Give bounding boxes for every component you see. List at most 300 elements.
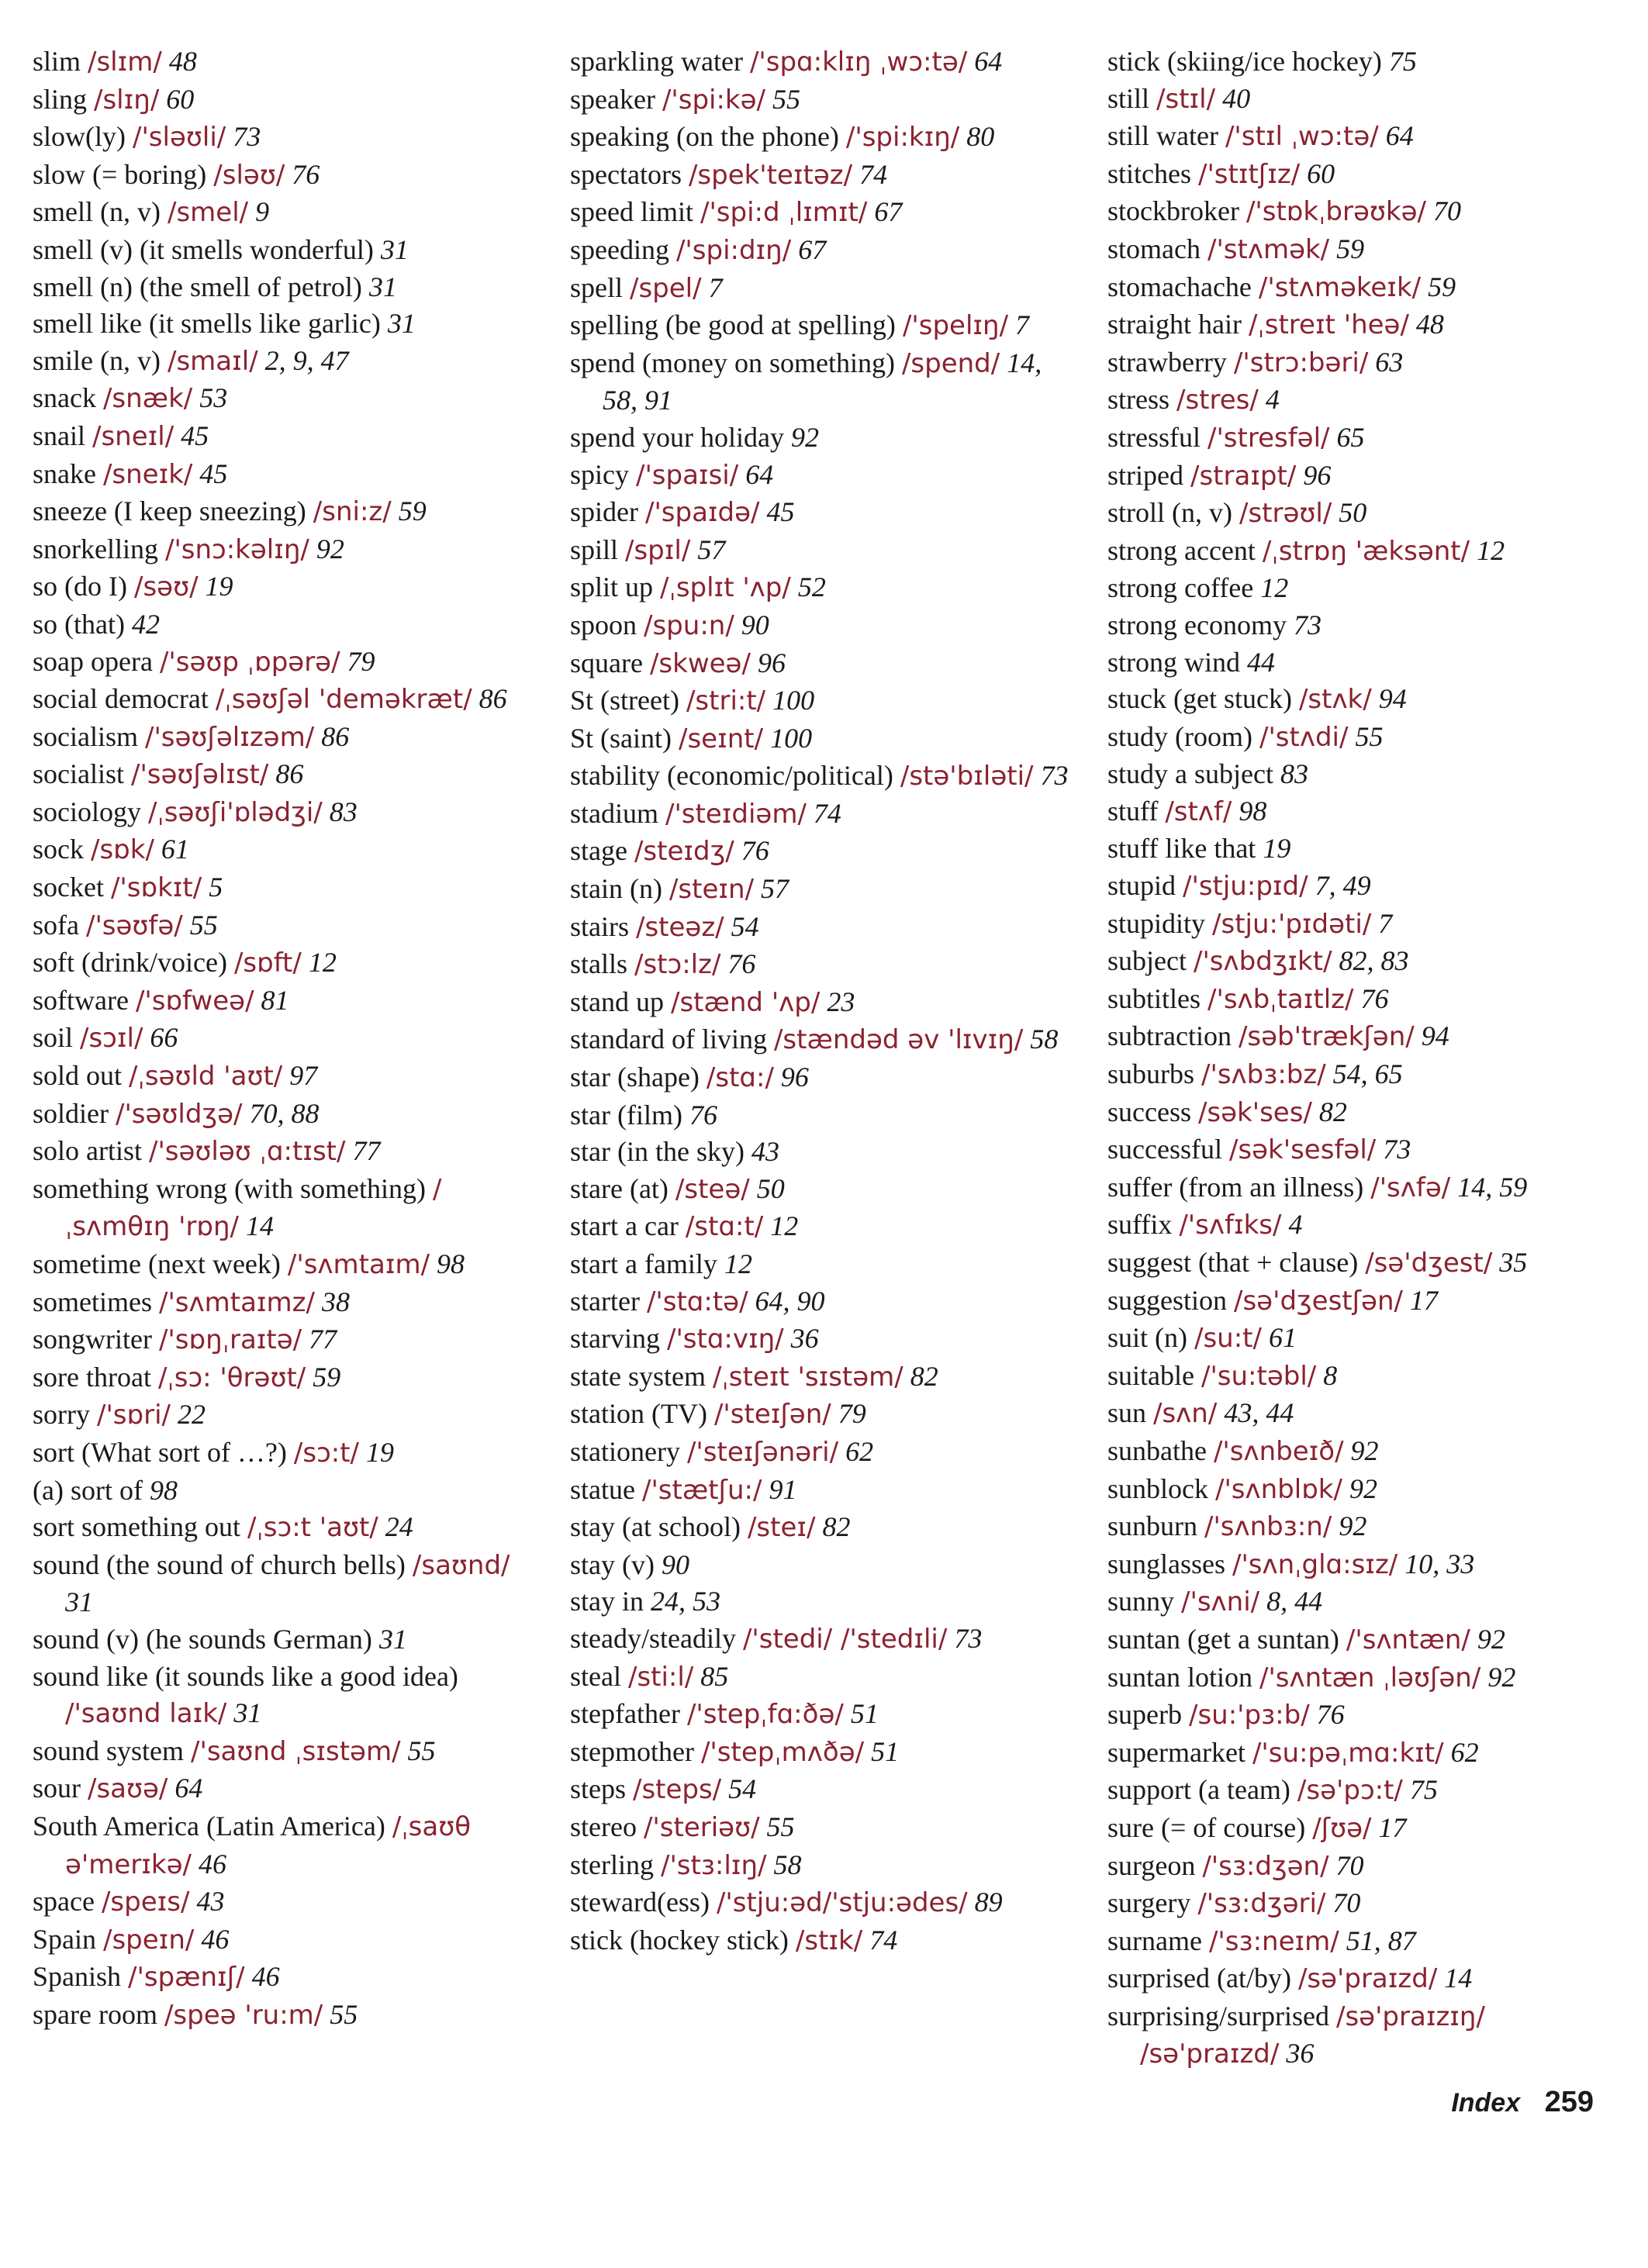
entry-pronunciation: /slɪm/ (88, 47, 162, 78)
index-entry (570, 1320, 1074, 1358)
entry-word: starter (570, 1285, 640, 1317)
entry-word: stare (at) (570, 1172, 669, 1204)
entry-word: suffer (from an illness) (1107, 1171, 1364, 1203)
index-entry (570, 270, 1074, 308)
entry-pronunciation: /ˌsəʊld 'aʊt/ (129, 1061, 283, 1093)
entry-pronunciation: /straɪpt/ (1190, 460, 1297, 492)
entry-pronunciation: /stɪk/ (795, 1925, 863, 1956)
index-column-1 (33, 43, 537, 2034)
entry-word: spelling (be good at spelling) (570, 309, 896, 341)
entry-page-refs: 64 (1385, 120, 1414, 152)
entry-pronunciation: /'səʊp ˌɒpərə/ (159, 646, 340, 678)
entry-pronunciation: /'stɜ:lɪŋ/ (660, 1849, 767, 1881)
entry-page-refs: 92 (316, 533, 344, 564)
entry-word: sore throat (33, 1361, 151, 1393)
entry-page-refs: 73 (233, 121, 261, 153)
entry-pronunciation: /spek'teɪtəz/ (688, 159, 853, 191)
entry-word: subtraction (1107, 1020, 1232, 1052)
entry-pronunciation: /'spi:kə/ (662, 84, 765, 116)
index-entry (570, 946, 1074, 984)
entry-pronunciation: /steɪn/ (669, 874, 755, 906)
entry-pronunciation: /'sʌbɜ:bz/ (1201, 1059, 1326, 1091)
index-entry (33, 1058, 537, 1096)
entry-pronunciation: /stænd 'ʌp/ (671, 986, 821, 1018)
entry-page-refs: 67 (874, 196, 903, 228)
index-column-3 (1107, 43, 1619, 2073)
entry-pronunciation: /'stʌməkeɪk/ (1258, 271, 1422, 303)
index-entry (1107, 681, 1619, 719)
index-entry (1107, 644, 1619, 682)
entry-word: stuck (get stuck) (1107, 683, 1292, 715)
entry-pronunciation: /'spænɪʃ/ (128, 1962, 245, 1994)
entry-word: spend (money on something) (570, 347, 895, 378)
entry-word: sold out (33, 1060, 123, 1092)
entry-page-refs: 19 (366, 1436, 394, 1468)
entry-page-refs: 92 (1477, 1623, 1505, 1655)
entry-word: state system (570, 1360, 706, 1392)
entry-word: spill (570, 533, 619, 565)
entry-pronunciation: /snæk/ (102, 383, 193, 415)
entry-page-refs: 96 (1303, 459, 1332, 491)
index-entry (1107, 1358, 1619, 1396)
index-entry (33, 380, 537, 418)
entry-word: smell like (it smells like garlic) (33, 308, 381, 340)
entry-page-refs: 45 (181, 419, 209, 451)
index-entry (1107, 231, 1619, 269)
entry-pronunciation: /speɪn/ (103, 1924, 195, 1956)
index-entry (570, 1358, 1074, 1396)
index-entry (1107, 943, 1619, 981)
index-entry (1107, 1960, 1619, 1998)
entry-word: stay (v) (570, 1548, 655, 1580)
entry-page-refs: 5 (209, 872, 223, 903)
entry-pronunciation: /stri:t/ (686, 685, 766, 717)
entry-page-refs: 74 (869, 1924, 898, 1956)
entry-word: suggestion (1107, 1284, 1228, 1316)
entry-page-refs: 59 (313, 1361, 341, 1393)
index-entry (33, 794, 537, 832)
entry-page-refs: 36 (1286, 2038, 1315, 2070)
index-entry (1107, 1885, 1619, 1923)
entry-word: standard of living (570, 1024, 767, 1055)
entry-word: spicy (570, 458, 629, 490)
entry-pronunciation: /sə'dʒest/ (1365, 1248, 1493, 1279)
entry-page-refs: 86 (479, 683, 507, 715)
entry-word: solo artist (33, 1135, 142, 1167)
entry-page-refs: 9 (255, 196, 270, 228)
entry-word: soldier (33, 1097, 109, 1129)
entry-pronunciation: /stændəd əv 'lɪvɪŋ/ (773, 1024, 1024, 1056)
entry-word: socialist (33, 758, 124, 790)
index-entry (1107, 719, 1619, 757)
entry-page-refs: 36 (790, 1323, 819, 1355)
index-entry (33, 1659, 537, 1733)
entry-page-refs: 76 (1316, 1699, 1345, 1731)
entry-word: space (33, 1886, 95, 1918)
entry-page-refs: 90 (741, 609, 769, 640)
index-entry (1107, 457, 1619, 495)
entry-page-refs: 92 (1350, 1434, 1379, 1466)
entry-pronunciation: /'spaɪsi/ (636, 459, 739, 491)
entry-page-refs: 82, 83 (1339, 945, 1409, 977)
entry-page-refs: 55 (1355, 720, 1384, 752)
index-entry (1107, 193, 1619, 231)
entry-word: sound (v) (he sounds German) (33, 1623, 372, 1655)
entry-pronunciation: /'spi:d ˌlɪmɪt/ (700, 197, 868, 229)
footer-index-label: Index (1451, 2088, 1521, 2118)
entry-pronunciation: /stju:'pɪdəti/ (1212, 908, 1372, 940)
index-entry (1107, 793, 1619, 831)
entry-page-refs: 12 (1477, 534, 1505, 566)
entry-page-refs: 7 (1378, 907, 1393, 939)
entry-page-refs: 51 (871, 1735, 900, 1767)
entry-word: suntan lotion (1107, 1661, 1252, 1693)
entry-page-refs: 61 (161, 834, 189, 865)
index-entry (33, 681, 537, 719)
index-entry (33, 1921, 537, 1959)
index-entry (33, 1020, 537, 1058)
entry-page-refs: 92 (1339, 1510, 1367, 1542)
entry-word: stalls (570, 948, 628, 980)
entry-word: sun (1107, 1397, 1147, 1429)
entry-pronunciation: /'sʌnblɒk/ (1215, 1473, 1342, 1505)
entry-word: South America (Latin America) (33, 1810, 385, 1842)
index-entry (1107, 1206, 1619, 1244)
entry-word: starving (570, 1323, 660, 1355)
entry-word: suitable (1107, 1359, 1194, 1391)
index-entry (1107, 1433, 1619, 1471)
entry-page-refs: 59 (1428, 271, 1456, 302)
entry-page-refs: 98 (149, 1474, 178, 1506)
entry-pronunciation: /'sʌntæn/ (1346, 1624, 1470, 1655)
entry-page-refs: 42 (131, 608, 160, 640)
entry-page-refs: 43 (751, 1136, 779, 1168)
entry-pronunciation: /'saʊnd ˌsɪstəm/ (191, 1735, 401, 1767)
entry-word: suntan (get a suntan) (1107, 1623, 1339, 1655)
index-entry (33, 1472, 537, 1510)
entry-pronunciation: /'sɒfweə/ (135, 985, 254, 1017)
entry-page-refs: 83 (1280, 758, 1308, 790)
index-entry (33, 43, 537, 81)
index-entry (570, 1396, 1074, 1434)
entry-page-refs: 91 (769, 1473, 797, 1505)
entry-pronunciation: /smaɪl/ (167, 345, 258, 377)
entry-page-refs: 55 (189, 909, 218, 941)
entry-word: Spanish (33, 1961, 122, 1993)
entry-word: steps (570, 1773, 626, 1805)
entry-page-refs: 76 (727, 948, 756, 980)
index-entry (570, 1097, 1074, 1134)
entry-pronunciation: /'spɑ:klɪŋ ˌwɔ:tə/ (749, 47, 968, 78)
index-entry (570, 984, 1074, 1022)
entry-pronunciation: /stɑ:/ (706, 1062, 774, 1094)
entry-word: Spain (33, 1923, 97, 1955)
entry-page-refs: 31 (368, 271, 397, 302)
index-entry (570, 607, 1074, 645)
entry-pronunciation: /'sʌntæn ˌləʊʃən/ (1259, 1662, 1481, 1693)
entry-page-refs: 31 (65, 1586, 93, 1618)
entry-word: steady/steadily (570, 1622, 736, 1654)
entry-pronunciation: /'steɪʃən/ (713, 1399, 831, 1431)
entry-pronunciation: /spɪl/ (625, 534, 691, 566)
entry-page-refs: 70 (1335, 1849, 1364, 1881)
entry-pronunciation: /'sʌfə/ (1370, 1172, 1451, 1203)
index-entry (1107, 607, 1619, 644)
entry-pronunciation: /sɒk/ (91, 834, 154, 866)
entry-page-refs: 73 (954, 1622, 983, 1654)
entry-page-refs: 97 (289, 1060, 318, 1092)
entry-pronunciation: /'stedi/ /'stedɪli/ (742, 1623, 948, 1655)
index-entry (570, 1734, 1074, 1772)
entry-word: slim (33, 46, 81, 77)
entry-pronunciation: /'stju:pɪd/ (1183, 871, 1308, 903)
entry-pronunciation: /sək'ses/ (1197, 1096, 1312, 1128)
entry-pronunciation: /sə'dʒestʃən/ (1234, 1285, 1403, 1317)
entry-pronunciation: /'stʌdi/ (1259, 721, 1349, 753)
entry-pronunciation: /'stʌmək/ (1207, 233, 1330, 265)
entry-page-refs: 58 (1030, 1024, 1059, 1055)
entry-pronunciation: /'səʊʃəlɪzəm/ (144, 721, 315, 753)
entry-page-refs: 48 (168, 46, 197, 77)
entry-page-refs: 55 (766, 1811, 795, 1842)
index-entry (570, 1771, 1074, 1809)
index-entry (1107, 1697, 1619, 1735)
entry-pronunciation: /sɒft/ (233, 948, 302, 979)
entry-word: surname (1107, 1925, 1202, 1956)
entry-pronunciation: /steɪ/ (747, 1512, 816, 1544)
entry-pronunciation: /'stresfəl/ (1207, 422, 1330, 454)
entry-pronunciation: /stres/ (1176, 385, 1259, 416)
entry-page-refs: 80 (966, 121, 995, 153)
index-entry (33, 1396, 537, 1434)
entry-page-refs: 94 (1378, 683, 1407, 715)
index-entry (1107, 269, 1619, 307)
entry-page-refs: 14 (1444, 1962, 1473, 1994)
entry-word: soft (drink/voice) (33, 947, 227, 979)
entry-page-refs: 60 (166, 83, 195, 115)
entry-word: spell (570, 271, 623, 303)
index-entry (33, 1509, 537, 1547)
entry-pronunciation: /sneɪk/ (102, 458, 193, 490)
entry-word: suit (n) (1107, 1322, 1187, 1354)
index-entry (33, 1808, 537, 1883)
index-entry (33, 1959, 537, 1997)
entry-pronunciation: /'stɑ:tə/ (646, 1286, 748, 1317)
entry-pronunciation: /sneɪl/ (92, 420, 174, 452)
index-entry (33, 306, 537, 343)
entry-word: stepmother (570, 1735, 694, 1767)
entry-page-refs: 57 (697, 533, 726, 565)
entry-word: study (room) (1107, 720, 1252, 752)
entry-page-refs: 19 (205, 571, 233, 602)
entry-pronunciation: /'stɪl ˌwɔ:tə/ (1225, 121, 1379, 153)
entry-pronunciation: /stɑ:t/ (685, 1211, 764, 1243)
entry-pronunciation: /ˌsɔ:t 'aʊt/ (247, 1512, 378, 1544)
entry-word: stationery (570, 1435, 680, 1467)
entry-word: stereo (570, 1811, 637, 1842)
entry-page-refs: 2, 9, 47 (264, 344, 349, 376)
entry-page-refs: 31 (387, 308, 416, 340)
entry-page-refs: 17 (1409, 1284, 1438, 1316)
index-entry (570, 909, 1074, 947)
index-entry (570, 81, 1074, 119)
entry-word: stuff like that (1107, 833, 1256, 865)
entry-word: station (TV) (570, 1398, 707, 1430)
entry-word: superb (1107, 1699, 1182, 1731)
entry-pronunciation: /'su:təbl/ (1201, 1360, 1317, 1392)
entry-pronunciation: /'stɒkˌbrəʊkə/ (1246, 196, 1426, 228)
index-entry (33, 907, 537, 945)
entry-pronunciation: /ˌsplɪt 'ʌp/ (660, 572, 791, 604)
index-entry (33, 568, 537, 606)
entry-word: stitches (1107, 157, 1191, 189)
entry-word: surprised (at/by) (1107, 1962, 1291, 1994)
entry-word: supermarket (1107, 1736, 1246, 1768)
entry-pronunciation: /'sʌnbɜ:n/ (1204, 1511, 1332, 1543)
entry-page-refs: 12 (308, 947, 337, 979)
index-entry (570, 871, 1074, 909)
entry-pronunciation: /'stju:əd/'stju:ədes/ (716, 1887, 968, 1919)
index-entry (1107, 495, 1619, 533)
entry-page-refs: 7 (1015, 309, 1030, 341)
entry-pronunciation: /spend/ (901, 347, 1000, 379)
entry-page-refs: 17 (1378, 1811, 1407, 1843)
entry-pronunciation: /saʊnd/ (412, 1549, 510, 1581)
entry-word: stadium (570, 797, 658, 829)
index-entry (33, 1434, 537, 1472)
index-entry (570, 419, 1074, 457)
page-number: 259 (1544, 2086, 1594, 2118)
entry-page-refs: 46 (201, 1923, 230, 1955)
entry-page-refs: 54, 65 (1332, 1058, 1403, 1090)
entry-word: stand up (570, 986, 664, 1017)
entry-pronunciation: /sʌn/ (1153, 1398, 1218, 1430)
entry-pronunciation: /ˌsəʊʃəl 'deməkræt/ (215, 684, 472, 716)
entry-pronunciation: /sləʊ/ (213, 159, 285, 191)
index-entry (570, 833, 1074, 871)
entry-page-refs: 14, 59 (1457, 1171, 1528, 1203)
entry-word: stage (570, 835, 627, 867)
index-entry (1107, 1735, 1619, 1773)
entry-word: smell (n) (the smell of petrol) (33, 271, 362, 302)
entry-page-refs: 45 (766, 496, 795, 528)
index-entry (570, 345, 1074, 419)
entry-word: surgeon (1107, 1849, 1196, 1881)
index-entry (1107, 1508, 1619, 1546)
entry-word: stability (economic/political) (570, 760, 893, 792)
entry-page-refs: 7 (708, 271, 723, 303)
entry-page-refs: 46 (198, 1848, 226, 1880)
entry-page-refs: 74 (813, 797, 841, 829)
entry-page-refs: 74 (859, 158, 888, 190)
entry-page-refs: 57 (761, 873, 789, 905)
entry-page-refs: 59 (398, 495, 427, 527)
entry-page-refs: 55 (407, 1735, 436, 1766)
entry-pronunciation: /'spi:dɪŋ/ (675, 234, 792, 266)
entry-word: (a) sort of (33, 1474, 143, 1506)
index-entry (570, 1509, 1074, 1547)
index-entry (33, 1133, 537, 1171)
entry-page-refs: 100 (772, 685, 815, 716)
entry-page-refs: 73 (1293, 609, 1322, 640)
entry-pronunciation: /ˌsɔ: 'θrəʊt/ (157, 1362, 306, 1393)
entry-pronunciation: /speɪs/ (101, 1887, 190, 1918)
entry-page-refs: 52 (797, 571, 826, 603)
entry-page-refs: 12 (1260, 572, 1289, 604)
index-entry (570, 307, 1074, 345)
entry-page-refs: 24, 53 (651, 1586, 720, 1617)
entry-word: suburbs (1107, 1058, 1195, 1090)
index-entry (570, 1283, 1074, 1321)
entry-word: spider (570, 496, 638, 528)
entry-page-refs: 77 (352, 1135, 381, 1167)
entry-page-refs: 63 (1375, 346, 1404, 378)
entry-word: support (a team) (1107, 1774, 1290, 1806)
entry-word: sour (33, 1773, 81, 1804)
index-entry (1107, 1169, 1619, 1207)
index-entry (570, 194, 1074, 232)
index-entry (33, 119, 537, 157)
entry-page-refs: 54 (731, 910, 759, 942)
entry-pronunciation: /steə/ (675, 1173, 750, 1205)
entry-pronunciation: /'sɜ:dʒəri/ (1197, 1888, 1326, 1920)
entry-word: St (saint) (570, 722, 672, 754)
entry-word: spoon (570, 609, 637, 640)
entry-pronunciation: /'sʌbdʒɪkt/ (1193, 946, 1332, 978)
entry-page-refs: 83 (329, 796, 358, 827)
entry-pronunciation: /səʊ/ (133, 571, 199, 603)
entry-word: strong wind (1107, 646, 1240, 678)
index-entry (1107, 1131, 1619, 1169)
index-entry (570, 232, 1074, 270)
index-entry (33, 343, 537, 381)
entry-page-refs: 98 (437, 1248, 465, 1279)
index-entry (570, 457, 1074, 495)
entry-word: sound like (it sounds like a good idea) (33, 1660, 458, 1692)
index-entry (33, 869, 537, 907)
entry-word: stairs (570, 910, 629, 942)
entry-word: sparkling water (570, 46, 743, 77)
index-entry (570, 1884, 1074, 1922)
entry-pronunciation: /'sləʊli/ (133, 122, 226, 154)
index-entry (33, 1321, 537, 1359)
index-entry (33, 81, 537, 119)
entry-pronunciation: /'steɪʃənəri/ (686, 1436, 839, 1468)
entry-page-refs: 24 (385, 1511, 413, 1543)
entry-word: snorkelling (33, 533, 158, 564)
index-entry (1107, 570, 1619, 607)
entry-page-refs: 38 (321, 1286, 350, 1317)
entry-pronunciation: /ˌsʌmθɪŋ 'rɒŋ/ (65, 1173, 442, 1243)
entry-word: snack (33, 382, 96, 414)
entry-page-refs: 82 (822, 1511, 851, 1543)
index-entry (570, 758, 1074, 796)
entry-word: sort (What sort of …?) (33, 1436, 287, 1468)
entry-word: star (shape) (570, 1062, 700, 1093)
entry-pronunciation: /strəʊl/ (1239, 498, 1332, 530)
entry-pronunciation: /'sʌmtaɪmz/ (158, 1286, 315, 1318)
entry-page-refs: 76 (689, 1099, 717, 1131)
entry-word: soap opera (33, 645, 153, 677)
entry-pronunciation: /'səʊʃəlɪst/ (130, 759, 269, 791)
entry-word: successful (1107, 1134, 1222, 1165)
entry-word: success (1107, 1096, 1191, 1127)
entry-page-refs: 43, 44 (1224, 1397, 1294, 1429)
entry-page-refs: 19 (1263, 833, 1291, 865)
index-entry (33, 1096, 537, 1134)
index-entry (33, 1997, 537, 2035)
index-entry (1107, 1282, 1619, 1320)
